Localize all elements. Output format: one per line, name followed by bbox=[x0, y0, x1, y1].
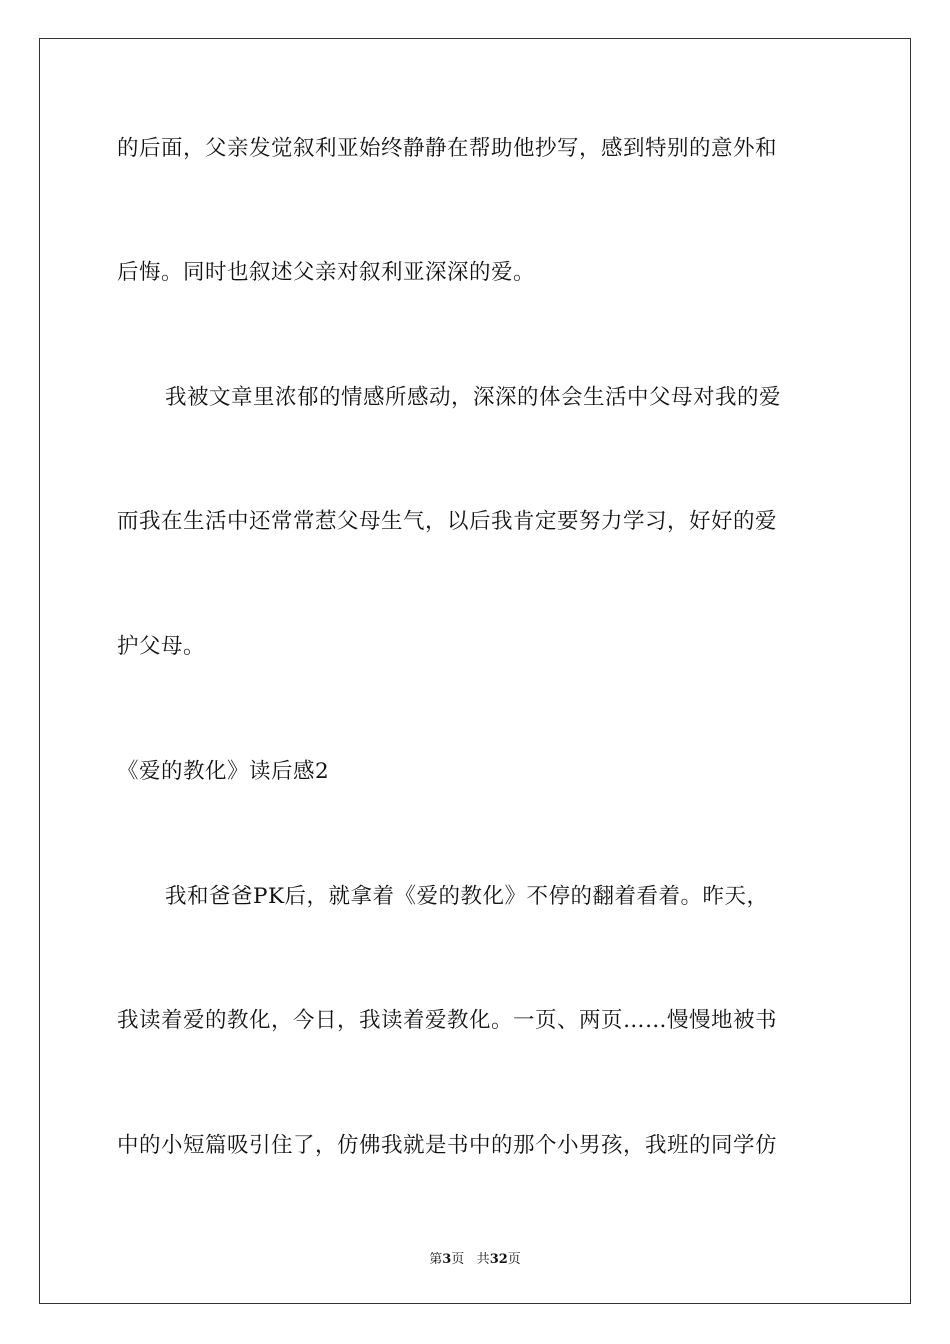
text-line-5: 我读着爱的教化，今日，我读着爱教化。一页、两页……慢慢地被书 bbox=[117, 1008, 778, 1033]
page-border bbox=[39, 38, 911, 1304]
section-heading: 《爱的教化》读后感2 bbox=[117, 759, 330, 784]
text-line-1: 的后面，父亲发觉叙利亚始终静静在帮助他抄写，感到特别的意外和 bbox=[117, 136, 778, 161]
footer-page-suffix: 页 bbox=[451, 1252, 465, 1267]
footer-total-suffix: 页 bbox=[507, 1252, 521, 1267]
footer-page-prefix: 第 bbox=[429, 1252, 443, 1267]
text-line-4: 护父母。 bbox=[117, 634, 206, 659]
paragraph-indent-line-2: 我和爸爸PK后，就拿着《爱的教化》不停的翻着看着。昨天， bbox=[165, 884, 769, 909]
page-footer bbox=[0, 1248, 950, 1267]
text-line-6: 中的小短篇吸引住了，仿佛我就是书中的那个小男孩，我班的同学仿 bbox=[117, 1133, 778, 1158]
footer-page-number: 3 bbox=[442, 1252, 452, 1267]
text-line-2: 后悔。同时也叙述父亲对叙利亚深深的爱。 bbox=[117, 260, 536, 285]
footer-total-pages: 32 bbox=[489, 1252, 508, 1267]
footer-total-prefix: 共 bbox=[476, 1252, 490, 1267]
text-line-3: 而我在生活中还常常惹父母生气，以后我肯定要努力学习，好好的爱 bbox=[117, 509, 778, 534]
paragraph-indent-line-1: 我被文章里浓郁的情感所感动，深深的体会生活中父母对我的爱 bbox=[165, 385, 782, 410]
